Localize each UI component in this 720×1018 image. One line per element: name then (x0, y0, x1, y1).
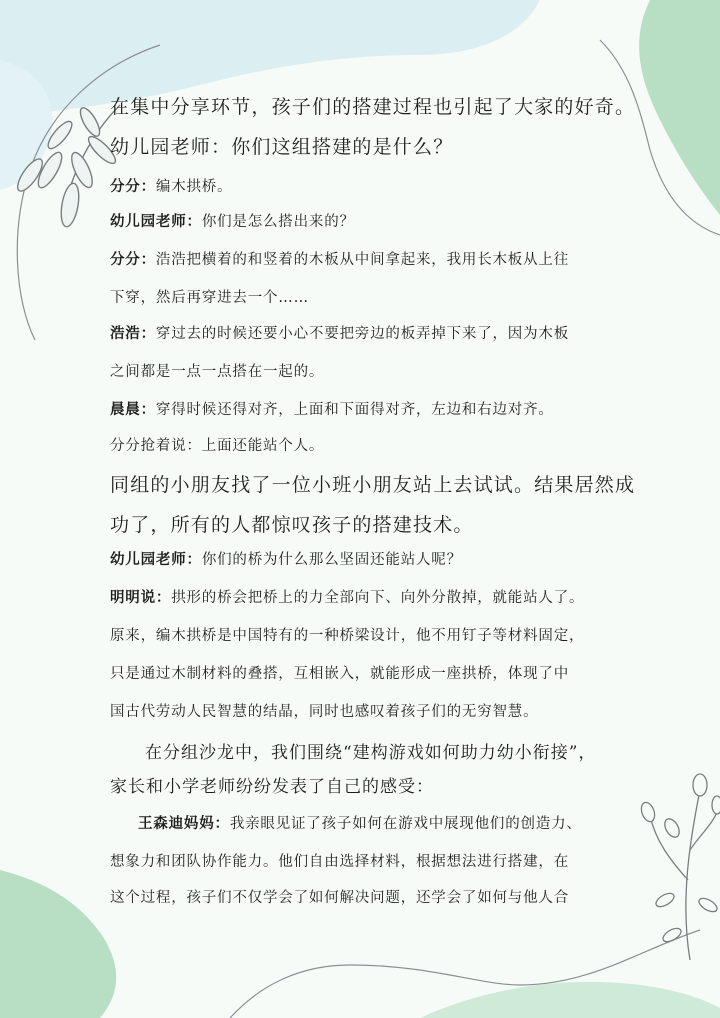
speaker-label: 王森迪妈妈： (138, 815, 230, 832)
speaker-label: 明明说： (110, 589, 172, 606)
paragraph-line: 在分组沙龙中，我们围绕“建构游戏如何助力幼小衔接”， (145, 743, 597, 763)
speaker-label: 幼儿园老师： (110, 551, 202, 568)
paragraph-line: 在集中分享环节，孩子们的搭建过程也引起了大家的好奇。 (110, 96, 636, 118)
dialogue-line: 分分：编木拱桥。 (110, 178, 233, 195)
paragraph-line: 下穿，然后再穿进去一个…… (110, 290, 309, 306)
paragraph-line: 之间都是一点一点搭在一起的。 (110, 364, 325, 380)
paragraph-line: 只是通过木制材料的叠搭，互相嵌入，就能形成一座拱桥，体现了中 (110, 666, 569, 682)
paragraph-line: 原来，编木拱桥是中国特有的一种桥梁设计，他不用钉子等材料固定， (110, 628, 585, 644)
speaker-label: 晨晨： (110, 401, 156, 418)
paragraph-line: 家长和小学老师纷纷发表了自己的感受： (110, 777, 434, 797)
paragraph-line: 分分抢着说：上面还能站个人。 (110, 438, 325, 454)
paragraph-line: 想象力和团队协作能力。他们自由选择材料，根据想法进行搭建，在 (110, 854, 569, 870)
dialogue-line: 浩浩：穿过去的时候还要小心不要把旁边的板弄掉下来了，因为木板 (110, 325, 570, 342)
dialogue-line: 王森迪妈妈：我亲眼见证了孩子如何在游戏中展现他们的创造力、 (138, 815, 582, 832)
speaker-label: 分分： (110, 251, 156, 268)
paragraph-line: 同组的小朋友找了一位小班小朋友站上去试试。结果居然成 (110, 474, 636, 496)
paragraph-line: 功了，所有的人都惊叹孩子的搭建技术。 (110, 514, 474, 536)
paragraph-line: 幼儿园老师：你们这组搭建的是什么？ (110, 136, 454, 158)
dialogue-line: 幼儿园老师：你们的桥为什么那么坚固还能站人呢？ (110, 551, 462, 568)
speaker-label: 浩浩： (110, 325, 156, 342)
dialogue-line: 分分：浩浩把横着的和竖着的木板从中间拿起来，我用长木板从上往 (110, 251, 570, 268)
paragraph-line: 这个过程，孩子们不仅学会了如何解决问题，还学会了如何与他人合 (110, 890, 569, 906)
dialogue-line: 明明说：拱形的桥会把桥上的力全部向下、向外分散掉，就能站人了。 (110, 589, 585, 606)
dialogue-line: 幼儿园老师：你们是怎么搭出来的？ (110, 213, 355, 230)
speaker-label: 分分： (110, 178, 156, 195)
speaker-label: 幼儿园老师： (110, 213, 202, 230)
dialogue-line: 晨晨：穿得时候还得对齐，上面和下面得对齐，左边和右边对齐。 (110, 401, 554, 418)
paragraph-line: 国古代劳动人民智慧的结晶，同时也感叹着孩子们的无穷智慧。 (110, 704, 539, 720)
